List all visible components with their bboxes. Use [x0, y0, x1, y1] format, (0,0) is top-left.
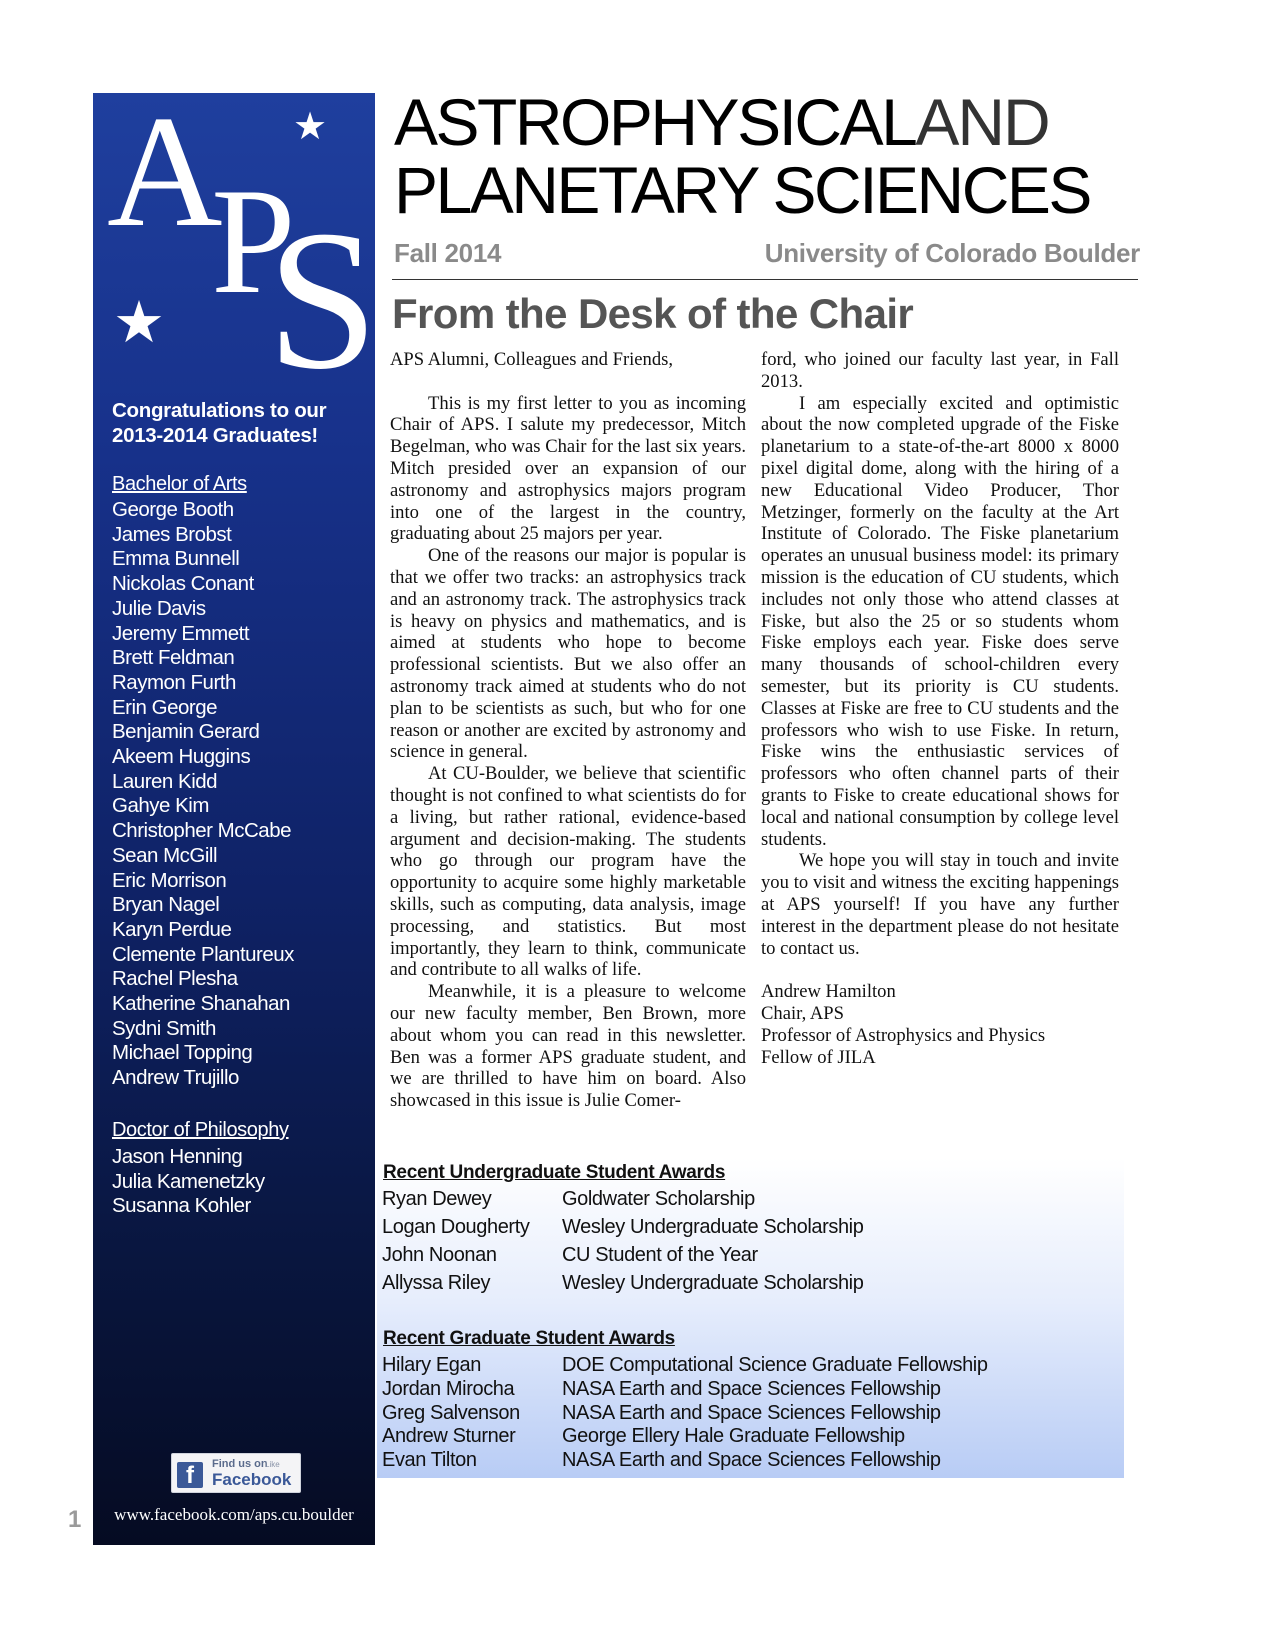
letter-paragraph: I am especially excited and optimistic about the now completed upgrade of the Fiske planetarium to a state-of-the-art 8000 x 8000 pixel digital dome, along with the hiring of a new Educational Video Producer, Thor Metzinger, formerly on the faculty at the Art Institute of Colorado. The Fiske planetarium operates an unusual business model: its primary mission is the education of CU students, which includes not only those who attend classes at Fiske, but also the 25 or so students whom Fiske employs each year. Fiske does serve many thousands of school-children every semester, but its priority is CU students. Classes at Fiske are free to CU students and the professors who wish to use Fiske. In return, Fiske wins the enthusiastic services of professors who often channel parts of their grants to Fiske to create educational shows for local and national consumption by college level students.	[761, 392, 1119, 850]
letter-paragraph: At CU-Boulder, we believe that scientific thought is not confined to what scientists do for a living, but rather rational, evidence-based argument and decision-making. The students who go through our program have the opportunity to acquire some highly marketable skills, such as computing, data analysis, image processing, and statistics. But most importantly, they learn to think, communicate and contribute to all walks of life.	[390, 763, 746, 981]
graduate-name: Gahye Kim	[112, 794, 209, 818]
graduate-name: Andrew Trujillo	[112, 1066, 239, 1090]
star-icon: ★	[293, 104, 328, 148]
award-title: CU Student of the Year	[562, 1244, 758, 1266]
graduate-name: Clemente Plantureux	[112, 942, 294, 966]
letter-paragraph-continued: ford, who joined our faculty last year, in Fall 2013.	[761, 349, 1119, 392]
logo-letter-p: P	[211, 157, 296, 325]
bachelor-of-arts-heading: Bachelor of Arts	[112, 473, 247, 495]
letter-paragraph: Meanwhile, it is a pleasure to welcome our new faculty member, Ben Brown, more about whom you can read in this newsletter. Ben was a former APS graduate student, and we are thrilled to have him on board. Also showcased in this issue is Julie Comer-	[390, 981, 746, 1112]
graduate-name: James Brobst	[112, 522, 232, 546]
congratulations-heading: Congratulations to our 2013-2014 Graduates!	[112, 399, 327, 447]
graduate-name: Michael Topping	[112, 1041, 253, 1065]
bachelor-graduates-list	[112, 498, 367, 1091]
award-title: NASA Earth and Space Sciences Fellowship	[562, 1377, 941, 1400]
award-title: Wesley Undergraduate Scholarship	[562, 1216, 864, 1238]
facebook-icon: f	[177, 1462, 203, 1488]
award-recipient: Evan Tilton	[382, 1449, 477, 1472]
award-recipient: Greg Salvenson	[382, 1401, 520, 1424]
letter-paragraph: We hope you will stay in touch and invite you to visit and witness the exciting happenings at APS yourself! If you have any further interest in the department please do not hesitate to contact us.	[761, 850, 1119, 959]
graduate-name: Christopher McCabe	[112, 819, 291, 843]
graduate-name: Rachel Plesha	[112, 967, 238, 991]
graduate-name: Sean McGill	[112, 843, 218, 867]
graduate-name: Sydni Smith	[112, 1016, 216, 1040]
page-number: 1	[68, 1506, 82, 1533]
graduate-name: Erin George	[112, 695, 218, 719]
award-recipient: Logan Dougherty	[382, 1216, 530, 1238]
graduate-name: Bryan Nagel	[112, 893, 220, 917]
graduate-name: Emma Bunnell	[112, 547, 240, 571]
graduate-name: Jeremy Emmett	[112, 621, 250, 645]
award-recipient: Ryan Dewey	[382, 1188, 492, 1210]
article-headline: From the Desk of the Chair	[392, 290, 914, 337]
newsletter-title-line2: PLANETARY SCIENCES	[394, 153, 1090, 227]
logo-letter-s: S	[267, 190, 379, 411]
graduate-name: Lauren Kidd	[112, 769, 218, 793]
award-recipient: Andrew Sturner	[382, 1425, 516, 1448]
title-word-and: AND	[915, 85, 1049, 159]
award-recipient: Allyssa Riley	[382, 1272, 491, 1294]
letter-paragraph: One of the reasons our major is popular is that we offer two tracks: an astrophysics track and an astronomy track. The astrophysics track is heavy on physics and mathematics, and is aimed at students who hope to become professional scientists. But we also offer an astronomy track aimed at students who do not plan to be scientists as such, but who for one reason or another are excited by astronomy and science in general.	[390, 545, 746, 763]
paragraph-gap	[390, 371, 746, 393]
masthead-divider	[392, 279, 1138, 280]
award-recipient: John Noonan	[382, 1244, 497, 1266]
paragraph-gap	[761, 959, 1119, 981]
issue-date: Fall 2014	[394, 238, 502, 268]
signature-affiliation: Fellow of JILA	[761, 1046, 876, 1068]
signature-name: Andrew Hamilton	[761, 981, 896, 1003]
graduate-name: Katherine Shanahan	[112, 992, 290, 1016]
award-recipient: Hilary Egan	[382, 1354, 481, 1376]
university-name: University of Colorado Boulder	[764, 238, 1140, 268]
graduate-name: George Booth	[112, 498, 234, 521]
newsletter-title-line1	[394, 85, 1049, 159]
graduate-name: Julia Kamenetzky	[112, 1169, 265, 1193]
facebook-badge[interactable]	[171, 1453, 301, 1493]
phd-graduates-list	[112, 1145, 367, 1219]
award-title: NASA Earth and Space Sciences Fellowship	[562, 1401, 941, 1424]
award-title: George Ellery Hale Graduate Fellowship	[562, 1425, 905, 1448]
title-word-astrophysical: ASTROPHYSICAL	[394, 85, 916, 159]
signature-title: Chair, APS	[761, 1002, 844, 1024]
aps-logo	[93, 82, 379, 411]
undergraduate-awards-heading: Recent Undergraduate Student Awards	[383, 1162, 726, 1183]
award-title: Wesley Undergraduate Scholarship	[562, 1272, 864, 1294]
logo-letter-a: A	[107, 82, 223, 260]
graduate-name: Nickolas Conant	[112, 572, 254, 596]
letter-paragraph: This is my first letter to you as incoming Chair of APS. I salute my predecessor, Mitch Begelman, who was Chair for the last six years. Mitch presided over an expansion of our astronomy and astrophysics majors program into one of the largest in the country, graduating about 25 majors per year.	[390, 392, 746, 545]
facebook-find-text: Find us on	[212, 1458, 268, 1470]
graduate-name: Julie Davis	[112, 596, 206, 620]
graduate-name: Jason Henning	[112, 1145, 243, 1168]
letter-column-2	[761, 349, 1119, 1068]
graduate-awards-heading: Recent Graduate Student Awards	[383, 1328, 675, 1349]
signature-position: Professor of Astrophysics and Physics	[761, 1024, 1046, 1046]
graduate-name: Brett Feldman	[112, 646, 235, 670]
graduate-name: Benjamin Gerard	[112, 720, 260, 744]
graduate-name: Eric Morrison	[112, 868, 227, 892]
graduate-name: Raymon Furth	[112, 670, 236, 694]
doctor-of-philosophy-heading: Doctor of Philosophy	[112, 1119, 289, 1141]
graduate-name: Karyn Perdue	[112, 917, 232, 941]
awards-box	[377, 1158, 1124, 1478]
letter-column-1	[390, 349, 746, 1112]
sidebar	[93, 82, 379, 1545]
graduate-name: Susanna Kohler	[112, 1194, 251, 1218]
graduate-name: Akeem Huggins	[112, 745, 251, 769]
award-title: NASA Earth and Space Sciences Fellowship	[562, 1449, 941, 1472]
letter-salutation: APS Alumni, Colleagues and Friends,	[390, 349, 674, 370]
facebook-like-text: Like	[265, 1460, 280, 1469]
facebook-url-link[interactable]: www.facebook.com/aps.cu.boulder	[114, 1505, 354, 1524]
star-icon: ★	[113, 288, 165, 356]
award-title: DOE Computational Science Graduate Fellowship	[562, 1354, 988, 1376]
award-title: Goldwater Scholarship	[562, 1188, 755, 1210]
award-recipient: Jordan Mirocha	[382, 1377, 515, 1400]
facebook-wordmark: Facebook	[212, 1470, 292, 1489]
